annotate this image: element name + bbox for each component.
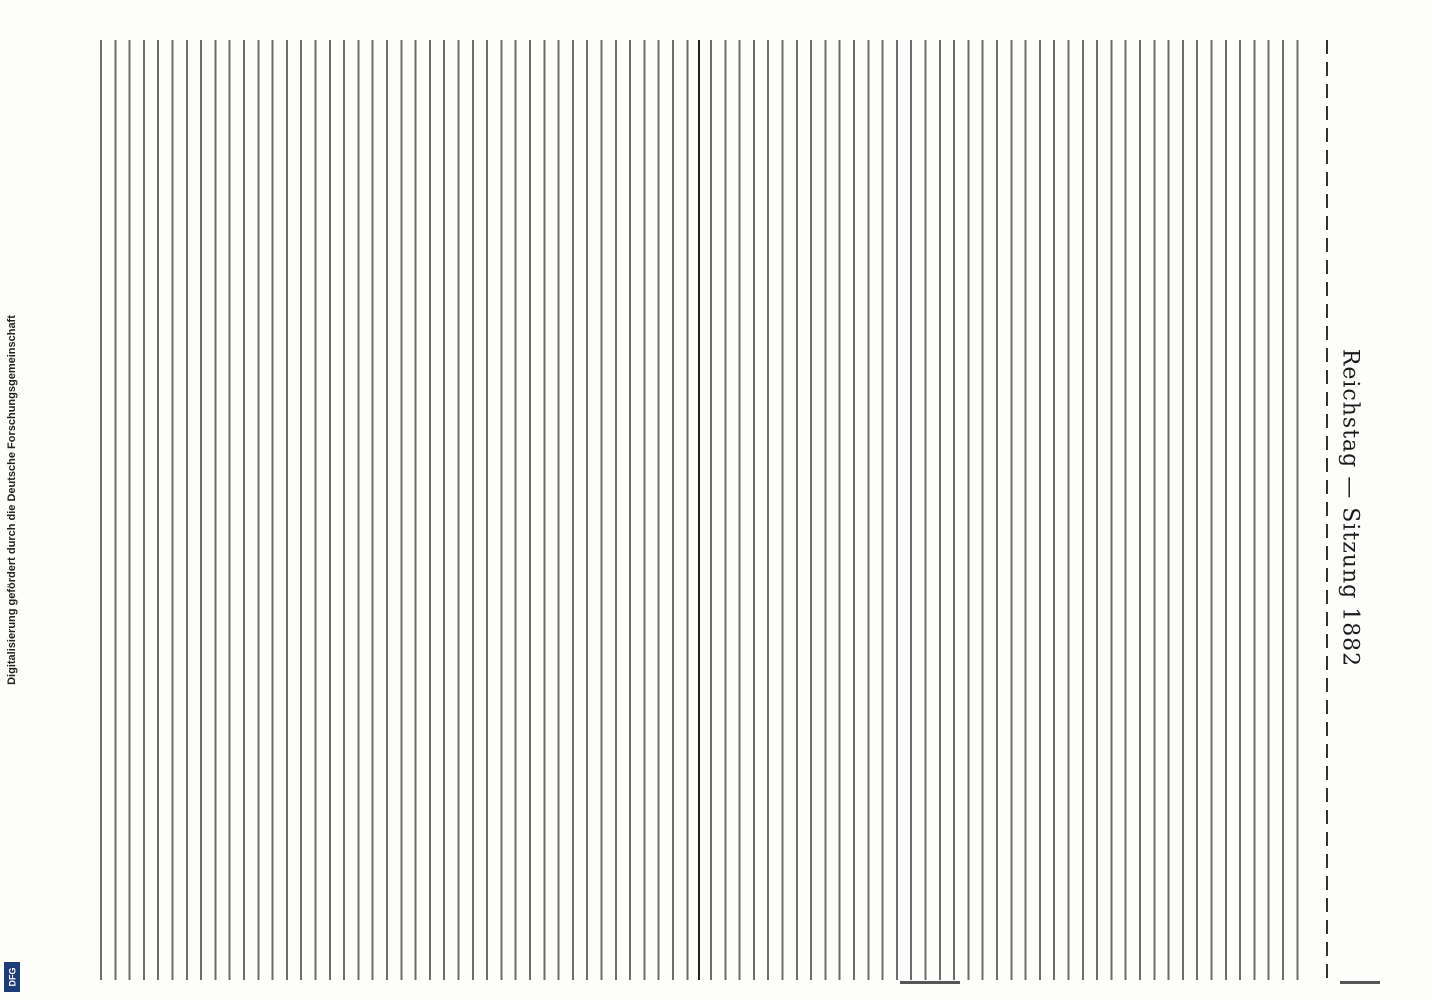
dfg-logo: DFG — [4, 962, 20, 992]
column-divider — [698, 40, 700, 980]
print-area — [100, 40, 1400, 980]
text-column-left — [100, 40, 690, 980]
text-lines-right — [710, 40, 1310, 980]
margin-mark — [1340, 981, 1380, 984]
page-header — [1330, 58, 1370, 958]
text-column-right — [710, 40, 1310, 980]
digitization-credit — [0, 0, 24, 1000]
page-header-text: Reichstag — Sitzung 1882 — [1337, 348, 1363, 668]
text-lines-left — [100, 40, 690, 980]
credit-text: Digitalisierung gefördert durch die Deutsche Forschungsgemeinschaft — [6, 315, 19, 685]
header-rule — [1326, 40, 1328, 980]
margin-mark — [900, 981, 960, 984]
